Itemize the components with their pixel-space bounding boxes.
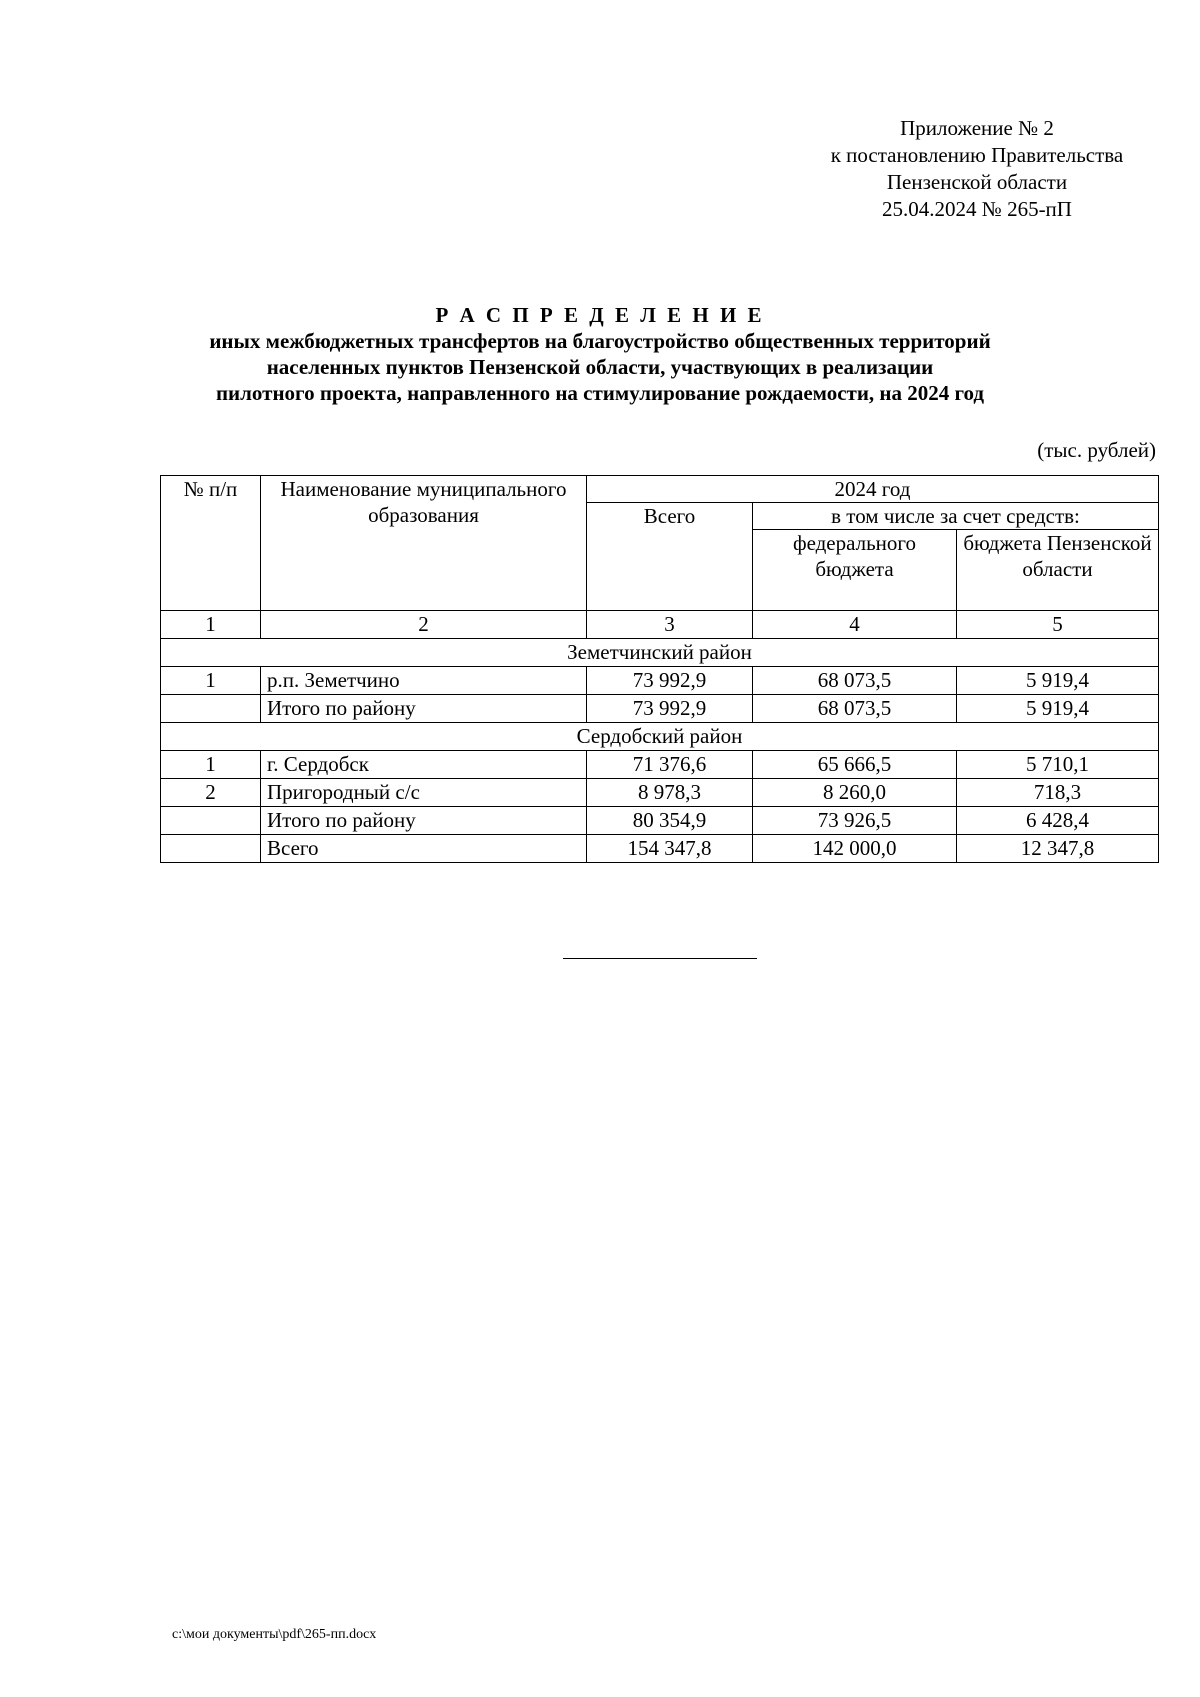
row-num	[161, 695, 261, 723]
document-title	[140, 302, 1060, 406]
column-numbers-row	[161, 611, 1159, 639]
row-total: 80 354,9	[587, 807, 753, 835]
col-number: 3	[587, 611, 753, 639]
row-federal: 8 260,0	[753, 779, 957, 807]
closing-separator-line	[563, 958, 757, 959]
row-name: Итого по району	[261, 695, 587, 723]
row-name: Пригородный с/с	[261, 779, 587, 807]
district-row	[161, 723, 1159, 751]
row-num: 1	[161, 667, 261, 695]
row-regional: 5 919,4	[957, 695, 1159, 723]
appendix-line-2: к постановлению Правительства	[830, 143, 1124, 167]
title-line-1: иных межбюджетных трансфертов на благоустройство общественных территорий	[209, 329, 991, 353]
table-row	[161, 779, 1159, 807]
distribution-table	[160, 475, 1159, 863]
row-regional: 5 710,1	[957, 751, 1159, 779]
row-num	[161, 807, 261, 835]
row-regional: 6 428,4	[957, 807, 1159, 835]
header-total: Всего	[587, 503, 753, 611]
row-federal: 68 073,5	[753, 667, 957, 695]
row-federal: 65 666,5	[753, 751, 957, 779]
appendix-line-1: Приложение № 2	[900, 116, 1054, 140]
col-number: 2	[261, 611, 587, 639]
header-name: Наименование муниципального образования	[261, 476, 587, 611]
row-total: 154 347,8	[587, 835, 753, 863]
row-name: р.п. Земетчино	[261, 667, 587, 695]
title-line-2: населенных пунктов Пензенской области, участвующих в реализации	[266, 355, 934, 379]
appendix-header	[797, 115, 1157, 223]
table-row	[161, 807, 1159, 835]
col-number: 4	[753, 611, 957, 639]
header-num: № п/п	[161, 476, 261, 611]
row-num: 2	[161, 779, 261, 807]
row-federal: 73 926,5	[753, 807, 957, 835]
row-num: 1	[161, 751, 261, 779]
row-regional: 718,3	[957, 779, 1159, 807]
row-regional: 12 347,8	[957, 835, 1159, 863]
col-number: 1	[161, 611, 261, 639]
header-regional: бюджета Пензенской области	[957, 530, 1159, 611]
table-row	[161, 751, 1159, 779]
row-total: 8 978,3	[587, 779, 753, 807]
appendix-line-3: Пензенской области	[886, 170, 1068, 194]
row-federal: 68 073,5	[753, 695, 957, 723]
title-main: Р А С П Р Е Д Е Л Е Н И Е	[435, 303, 765, 327]
header-federal: федерального бюджета	[753, 530, 957, 611]
header-including: в том числе за счет средств:	[753, 503, 1159, 530]
district-name: Земетчинский район	[161, 639, 1159, 667]
grand-total-row	[161, 835, 1159, 863]
row-regional: 5 919,4	[957, 667, 1159, 695]
col-number: 5	[957, 611, 1159, 639]
row-total: 71 376,6	[587, 751, 753, 779]
appendix-line-4: 25.04.2024 № 265-пП	[882, 197, 1072, 221]
table-row	[161, 667, 1159, 695]
row-name: Всего	[261, 835, 587, 863]
units-label: (тыс. рублей)	[1037, 438, 1156, 462]
row-total: 73 992,9	[587, 695, 753, 723]
footer-file-path: c:\мои документы\pdf\265-пп.docx	[172, 1627, 377, 1642]
row-name: г. Сердобск	[261, 751, 587, 779]
title-line-3: пилотного проекта, направленного на стимулирование рождаемости, на 2024 год	[215, 381, 985, 405]
district-name: Сердобский район	[161, 723, 1159, 751]
table-row	[161, 695, 1159, 723]
header-year: 2024 год	[587, 476, 1159, 503]
row-num	[161, 835, 261, 863]
row-name: Итого по району	[261, 807, 587, 835]
district-row	[161, 639, 1159, 667]
row-total: 73 992,9	[587, 667, 753, 695]
row-federal: 142 000,0	[753, 835, 957, 863]
